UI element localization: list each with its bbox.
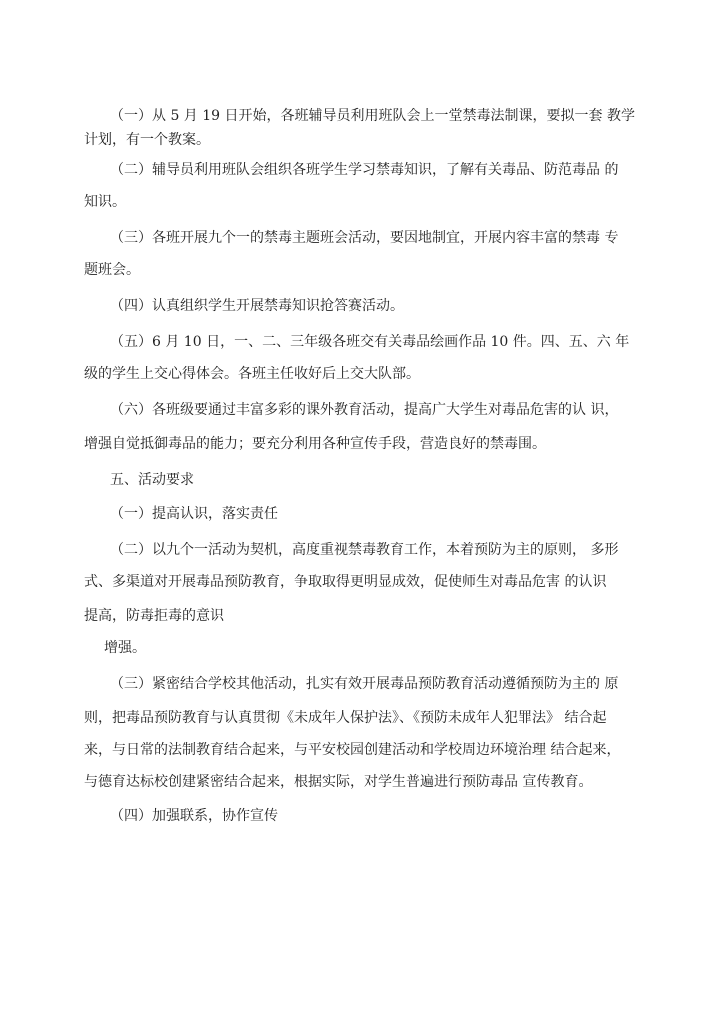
text-line: 计划，有一个教案。 — [84, 132, 210, 148]
text-line: （四）认真组织学生开展禁毒知识抢答赛活动。 — [110, 298, 404, 314]
text-line: 题班会。 — [84, 262, 140, 278]
text-line: 增强自觉抵御毒品的能力；要充分利用各种宣传手段，营造良好的禁毒围。 — [84, 436, 546, 452]
text-line: 则，把毒品预防教育与认真贯彻《未成年人保护法》、《预防未成年人犯罪法》 结合起 — [84, 710, 607, 726]
text-line: （五）6 月 10 日，一、二、三年级各班交有关毒品绘画作品 10 件。四、五、六 年 — [110, 334, 630, 350]
subsection-heading: （一）提高认识，落实责任 — [110, 506, 278, 522]
text-line: 与德育达标校创建紧密结合起来，根据实际，对学生普遍进行预防毒品 宣传教育。 — [84, 774, 593, 790]
subsection-heading: （四）加强联系，协作宣传 — [110, 808, 278, 824]
section-heading: 五、活动要求 — [110, 472, 194, 488]
text-line: 提高，防毒拒毒的意识 — [84, 608, 224, 624]
text-line: （一）从 5 月 19 日开始，各班辅导员利用班队会上一堂禁毒法制课，要拟一套 教学 — [110, 108, 635, 124]
text-line: （六）各班级要通过丰富多彩的课外教育活动，提高广大学生对毒品危害的认 识， — [110, 402, 619, 418]
text-line: 级的学生上交心得体会。各班主任收好后上交大队部。 — [84, 366, 420, 382]
text-line: 来，与日常的法制教育结合起来，与平安校园创建活动和学校周边环境治理 结合起来， — [84, 742, 621, 758]
text-line: （三）紧密结合学校其他活动，扎实有效开展毒品预防教育活动遵循预防为主的 原 — [110, 676, 619, 692]
text-line: 知识。 — [84, 194, 126, 210]
text-line: （二）辅导员利用班队会组织各班学生学习禁毒知识，了解有关毒品、防范毒品 的 — [110, 162, 619, 178]
text-line: （三）各班开展九个一的禁毒主题班会活动，要因地制宜，开展内容丰富的禁毒 专 — [110, 230, 619, 246]
text-line: 增强。 — [104, 640, 146, 656]
text-line: （二）以九个一活动为契机，高度重视禁毒教育工作，本着预防为主的原则， 多形 — [110, 542, 619, 558]
text-line: 式、多渠道对开展毒品预防教育，争取取得更明显成效，促使师生对毒品危害 的认识 — [84, 574, 607, 590]
